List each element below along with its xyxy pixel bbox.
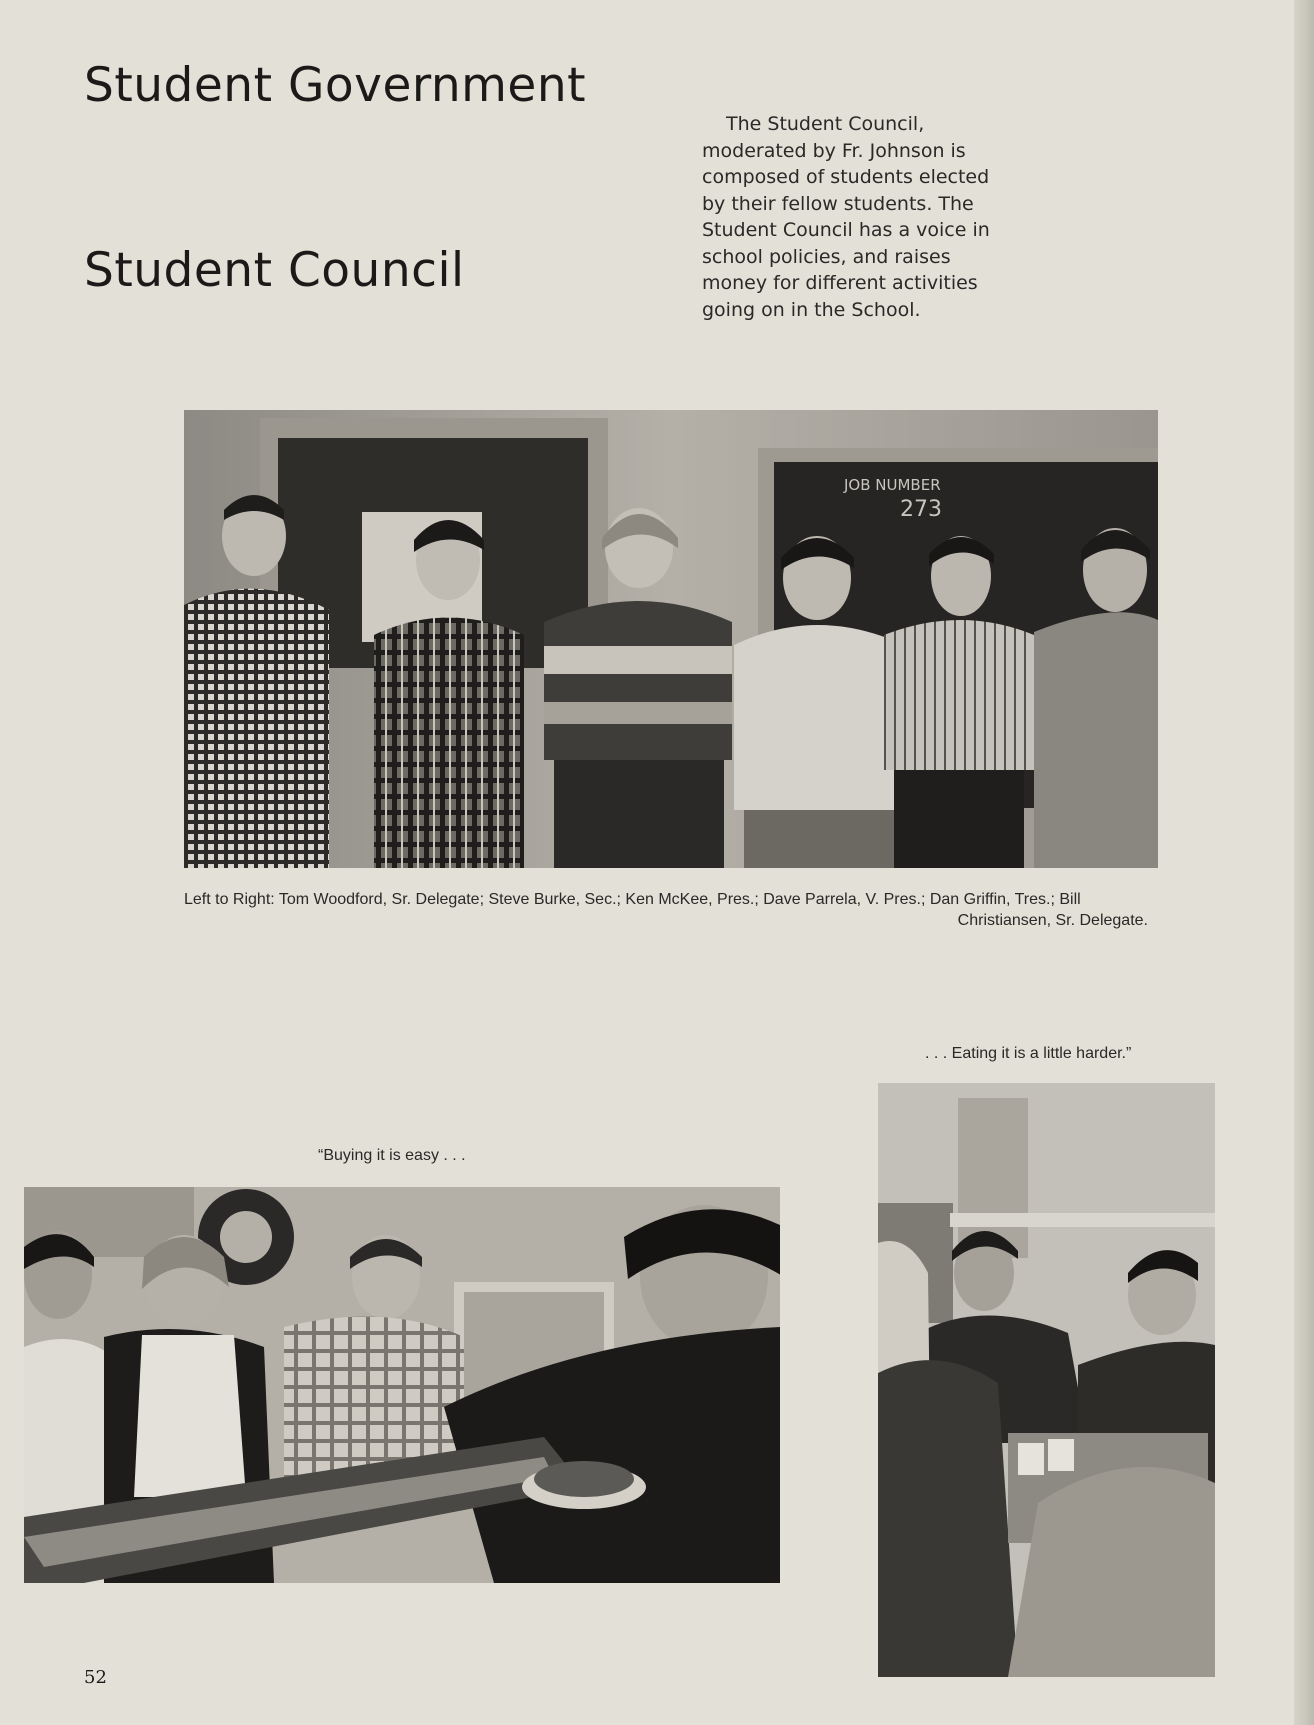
section-title: Student Council (84, 243, 465, 298)
council-photo-caption (184, 889, 1148, 931)
chalk-text-job: JOB NUMBER (844, 476, 941, 494)
caption-line-2: Christiansen, Sr. Delegate. (957, 912, 1148, 929)
eating-photo-caption: . . . Eating it is a little harder.” (925, 1045, 1132, 1062)
student-council-photo (184, 410, 1158, 868)
eating-photo (878, 1083, 1215, 1677)
page-number: 52 (84, 1667, 107, 1688)
chalk-text-number: 273 (900, 497, 942, 522)
page-title: Student Government (84, 58, 587, 113)
page-edge (1294, 0, 1314, 1725)
buying-photo-caption: “Buying it is easy . . . (318, 1147, 466, 1164)
intro-paragraph: The Student Council, moderated by Fr. Johnson is composed of students elected by their fellow students. The Student Council has a voice in school policies, and raises money for different activities going on in the School. (702, 113, 990, 321)
buying-photo (24, 1187, 780, 1583)
caption-line-1: Left to Right: Tom Woodford, Sr. Delegate; Steve Burke, Sec.; Ken McKee, Pres.; Dave Parrela, V. Pres.; Dan Griffin, Tres.; Bill (184, 891, 1081, 908)
